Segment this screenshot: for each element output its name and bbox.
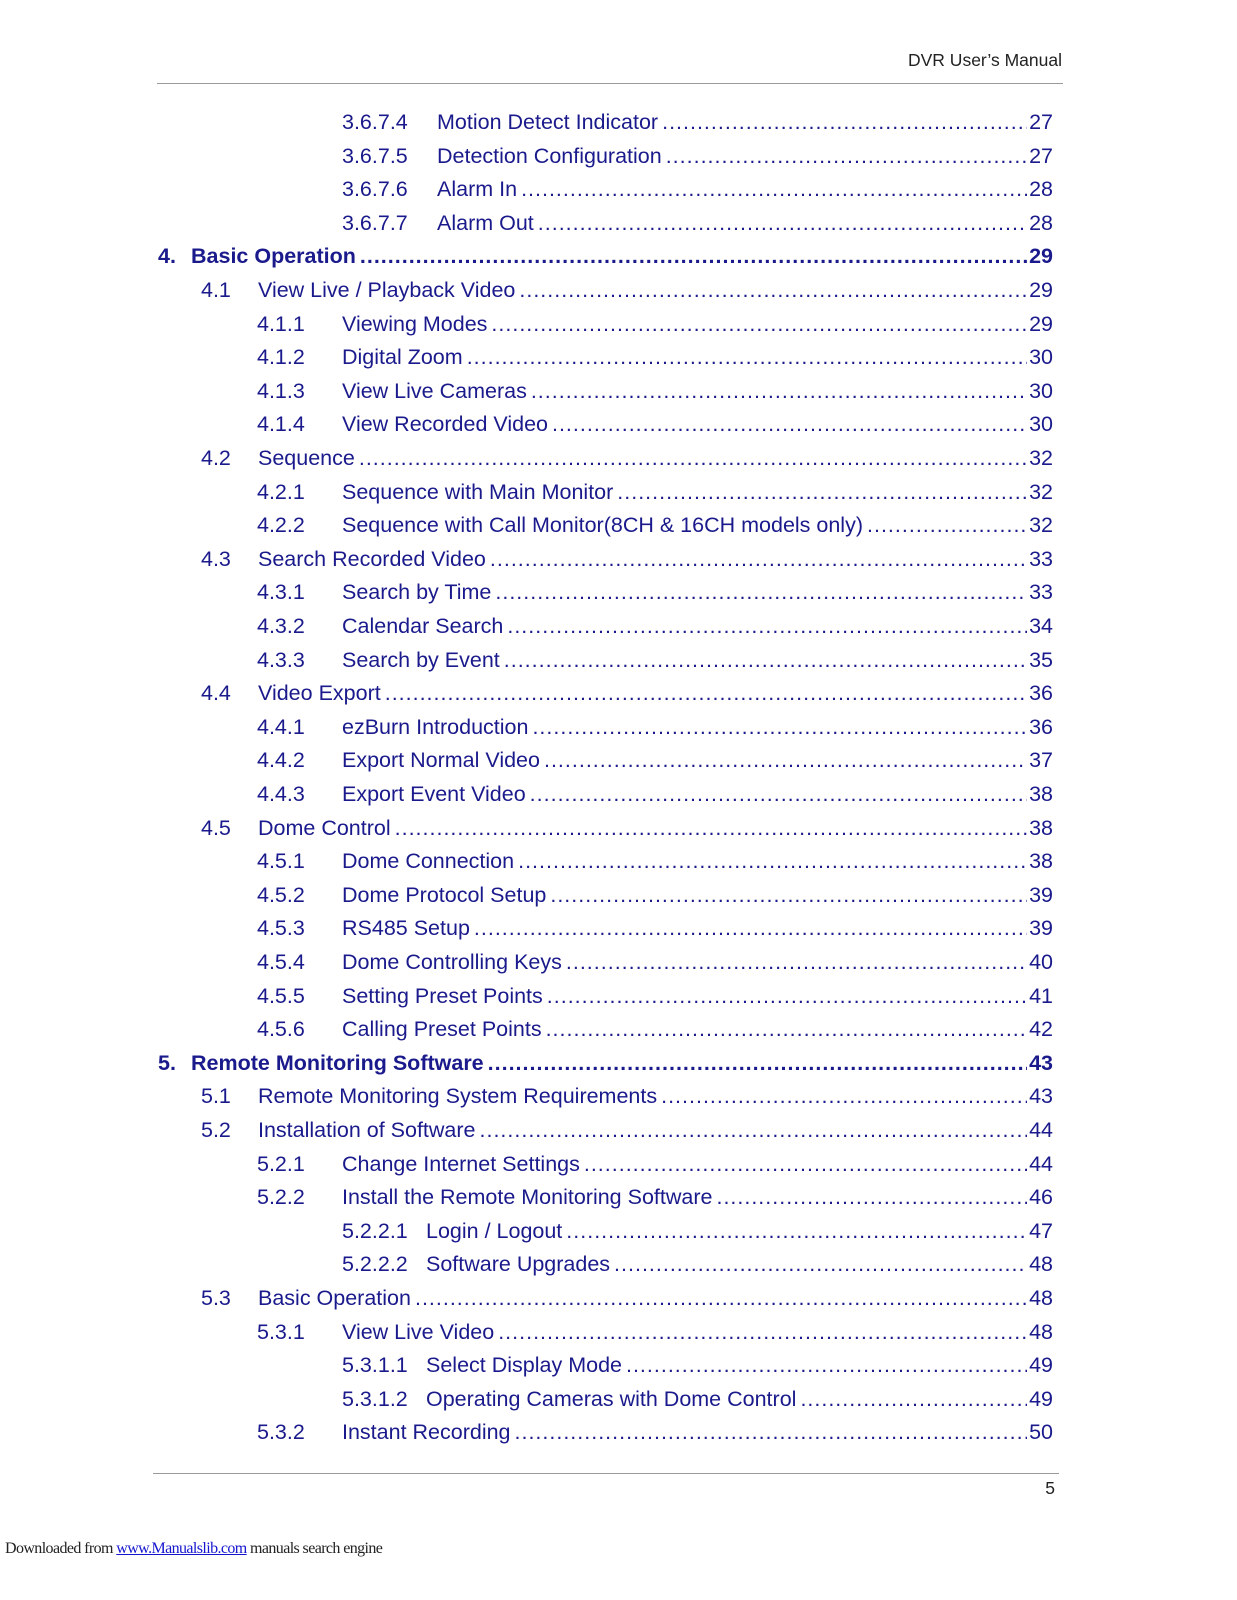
toc-entry[interactable] — [158, 1046, 1053, 1080]
toc-entry-page: 38 — [1029, 782, 1053, 806]
toc-entry-number: 3.6.7.4 — [342, 110, 408, 134]
toc-entry-number: 4.1.3 — [257, 378, 305, 403]
toc-entry-page: 44 — [1029, 1151, 1053, 1176]
dot-leader — [546, 1012, 1028, 1046]
toc-entry[interactable] — [201, 1281, 1053, 1315]
toc-entry-page: 28 — [1029, 210, 1053, 235]
toc-entry[interactable] — [201, 542, 1053, 576]
toc-entry-title: Dome Controlling Keys — [342, 950, 562, 974]
toc-entry[interactable] — [342, 206, 1053, 240]
toc-entry-page: 38 — [1029, 815, 1053, 840]
dot-leader — [617, 475, 1027, 509]
toc-entry-number: 5.3.1 — [257, 1319, 305, 1344]
toc-entry-title: Install the Remote Monitoring Software — [342, 1185, 713, 1210]
toc-entry[interactable] — [257, 1315, 1053, 1349]
download-prefix: Downloaded from — [5, 1540, 117, 1557]
toc-entry-page: 36 — [1029, 681, 1053, 706]
toc-entry-page: 44 — [1029, 1118, 1053, 1142]
toc-entry[interactable] — [257, 878, 1053, 912]
download-notice — [5, 1540, 382, 1558]
header-divider — [157, 83, 1063, 84]
toc-entry-page: 27 — [1029, 143, 1053, 168]
toc-entry-number: 5.3 — [201, 1286, 231, 1310]
toc-entry[interactable] — [257, 710, 1053, 744]
toc-entry-page: 42 — [1029, 1017, 1053, 1042]
dot-leader — [538, 206, 1027, 240]
toc-entry-title: Search Recorded Video — [258, 546, 486, 571]
toc-entry[interactable] — [342, 1348, 1053, 1382]
toc-entry-number: 4.3.1 — [257, 580, 305, 605]
toc-entry-number: 4.3.3 — [257, 647, 305, 672]
toc-entry-number: 5.3.1.1 — [342, 1353, 408, 1378]
toc-entry-page: 43 — [1029, 1084, 1053, 1109]
dot-leader — [666, 139, 1027, 173]
dot-leader — [495, 575, 1027, 609]
toc-entry-number: 4. — [158, 244, 176, 269]
dot-leader — [474, 911, 1027, 945]
toc-entry-number: 4.4.3 — [257, 782, 305, 806]
toc-entry[interactable] — [257, 508, 1053, 542]
toc-entry-page: 30 — [1029, 378, 1053, 403]
toc-entry-number: 5.2.2.2 — [342, 1252, 408, 1277]
toc-entry-number: 4.5.2 — [257, 882, 305, 907]
dot-leader — [566, 945, 1027, 979]
dot-leader — [521, 172, 1027, 206]
dot-leader — [491, 307, 1027, 341]
toc-entry-page: 49 — [1029, 1386, 1053, 1411]
toc-entry-title: Calling Preset Points — [342, 1017, 542, 1042]
toc-entry-page: 33 — [1029, 546, 1053, 571]
toc-entry-number: 4.4.1 — [257, 714, 305, 739]
toc-entry-number: 4.5.5 — [257, 983, 305, 1008]
toc-entry-title: Detection Configuration — [437, 143, 662, 168]
toc-entry-page: 49 — [1029, 1353, 1053, 1378]
toc-entry-number: 4.5 — [201, 815, 231, 840]
dot-leader — [626, 1348, 1027, 1382]
toc-entry[interactable] — [342, 1214, 1053, 1248]
dot-leader — [800, 1382, 1027, 1416]
dot-leader — [385, 676, 1027, 710]
toc-entry-title: View Live / Playback Video — [258, 278, 516, 302]
toc-entry-number: 5.2.2.1 — [342, 1218, 408, 1243]
toc-entry-page: 48 — [1029, 1319, 1053, 1344]
toc-entry[interactable] — [342, 139, 1053, 173]
dot-leader — [519, 273, 1027, 307]
download-suffix: manuals search engine — [246, 1540, 383, 1557]
toc-entry-number: 4.1 — [201, 278, 231, 302]
toc-entry-number: 4.2 — [201, 446, 231, 470]
toc-entry[interactable] — [342, 1247, 1053, 1281]
toc-entry-number: 4.2.1 — [257, 479, 305, 504]
toc-entry-page: 34 — [1029, 614, 1053, 638]
toc-entry[interactable] — [257, 1415, 1053, 1449]
toc-entry-page: 50 — [1029, 1420, 1053, 1445]
toc-entry[interactable] — [257, 609, 1053, 643]
toc-entry-title: Calendar Search — [342, 614, 504, 638]
toc-entry[interactable] — [257, 643, 1053, 677]
dot-leader — [547, 979, 1027, 1013]
toc-entry-title: Dome Protocol Setup — [342, 882, 547, 907]
toc-entry-title: Viewing Modes — [342, 311, 488, 336]
dot-leader — [359, 441, 1027, 475]
manualslib-link[interactable]: www.Manualslib.com — [116, 1540, 247, 1557]
toc-entry-page: 29 — [1029, 278, 1053, 302]
toc-entry[interactable] — [257, 307, 1053, 341]
toc-entry-number: 5.2.1 — [257, 1151, 305, 1176]
page-number: 5 — [1045, 1478, 1055, 1498]
toc-entry-title: Operating Cameras with Dome Control — [426, 1386, 797, 1411]
toc-entry-title: Sequence — [258, 446, 355, 470]
page-header-title: DVR User’s Manual — [908, 50, 1062, 70]
toc-entry-page: 46 — [1029, 1185, 1053, 1210]
toc-entry-number: 4.3.2 — [257, 614, 305, 638]
toc-entry-title: Alarm In — [437, 177, 518, 202]
toc-entry[interactable] — [257, 475, 1053, 509]
toc-entry[interactable] — [158, 239, 1053, 273]
dot-leader — [467, 340, 1027, 374]
toc-entry-title: Sequence with Main Monitor — [342, 479, 614, 504]
dot-leader — [480, 1113, 1028, 1147]
toc-entry[interactable] — [257, 1147, 1053, 1181]
dot-leader — [504, 643, 1027, 677]
toc-entry-title: Installation of Software — [258, 1118, 476, 1142]
dot-leader — [518, 844, 1027, 878]
toc-entry-title: Sequence with Call Monitor(8CH & 16CH models only) — [342, 513, 863, 538]
dot-leader — [550, 878, 1027, 912]
dot-leader — [614, 1247, 1027, 1281]
toc-entry-page: 32 — [1029, 513, 1053, 538]
toc-entry-title: Search by Event — [342, 647, 500, 672]
toc-entry-title: Change Internet Settings — [342, 1151, 580, 1176]
dot-leader — [662, 105, 1027, 139]
toc-entry[interactable] — [342, 172, 1053, 206]
dot-leader — [490, 542, 1027, 576]
toc-entry[interactable] — [257, 945, 1053, 979]
toc-entry-title: Instant Recording — [342, 1420, 511, 1445]
toc-entry-number: 4.3 — [201, 546, 231, 571]
toc-entry[interactable] — [201, 1113, 1053, 1147]
toc-entry[interactable] — [257, 374, 1053, 408]
dot-leader — [507, 609, 1027, 643]
toc-entry-title: Dome Connection — [342, 849, 515, 874]
toc-entry-title: Search by Time — [342, 580, 492, 605]
toc-entry-number: 5.3.1.2 — [342, 1386, 408, 1411]
dot-leader — [544, 743, 1027, 777]
toc-entry-number: 3.6.7.7 — [342, 210, 408, 235]
dot-leader — [867, 508, 1027, 542]
toc-entry[interactable] — [257, 979, 1053, 1013]
toc-entry-title: Export Normal Video — [342, 748, 540, 773]
toc-entry-title: View Live Cameras — [342, 378, 527, 403]
toc-entry-number: 4.5.3 — [257, 916, 305, 941]
toc-entry-page: 48 — [1029, 1286, 1053, 1310]
toc-entry-number: 5.2.2 — [257, 1185, 305, 1210]
toc-entry[interactable] — [257, 743, 1053, 777]
toc-entry-page: 35 — [1029, 647, 1053, 672]
toc-entry-title: Remote Monitoring Software — [191, 1050, 484, 1075]
toc-entry-title: Export Event Video — [342, 782, 526, 806]
toc-entry-page: 39 — [1029, 882, 1053, 907]
toc-entry-page: 41 — [1029, 983, 1053, 1008]
toc-entry[interactable] — [342, 1382, 1053, 1416]
toc-entry-page: 29 — [1029, 244, 1053, 269]
dot-leader — [395, 811, 1027, 845]
dot-leader — [566, 1214, 1027, 1248]
toc-entry-page: 30 — [1029, 345, 1053, 370]
toc-entry-page: 38 — [1029, 849, 1053, 874]
toc-entry-number: 3.6.7.6 — [342, 177, 408, 202]
toc-entry[interactable] — [257, 407, 1053, 441]
toc-entry-title: View Live Video — [342, 1319, 495, 1344]
dot-leader — [515, 1415, 1028, 1449]
toc-entry[interactable] — [201, 811, 1053, 845]
toc-entry[interactable] — [201, 676, 1053, 710]
toc-entry[interactable] — [257, 575, 1053, 609]
footer-divider — [153, 1473, 1059, 1474]
toc-entry[interactable] — [257, 1012, 1053, 1046]
toc-entry-page: 39 — [1029, 916, 1053, 941]
toc-entry-page: 29 — [1029, 311, 1053, 336]
dot-leader — [488, 1046, 1027, 1080]
dot-leader — [661, 1079, 1027, 1113]
toc-entry[interactable] — [201, 441, 1053, 475]
toc-entry-page: 48 — [1029, 1252, 1053, 1277]
toc-entry-number: 4.4.2 — [257, 748, 305, 773]
dot-leader — [552, 407, 1027, 441]
dot-leader — [532, 710, 1027, 744]
toc-entry-number: 4.1.2 — [257, 345, 305, 370]
toc-entry-title: Setting Preset Points — [342, 983, 543, 1008]
toc-entry-number: 3.6.7.5 — [342, 143, 408, 168]
toc-entry-title: Basic Operation — [191, 244, 356, 269]
dot-leader — [498, 1315, 1027, 1349]
toc-entry[interactable] — [201, 1079, 1053, 1113]
toc-entry-number: 5. — [158, 1050, 176, 1075]
dot-leader — [584, 1147, 1027, 1181]
toc-entry-number: 4.5.1 — [257, 849, 305, 874]
toc-entry-page: 47 — [1029, 1218, 1053, 1243]
toc-entry-title: Software Upgrades — [426, 1252, 611, 1277]
toc-entry-page: 33 — [1029, 580, 1053, 605]
toc-entry-page: 43 — [1029, 1050, 1053, 1075]
toc-entry[interactable] — [257, 777, 1053, 811]
toc-entry[interactable] — [257, 1180, 1053, 1214]
toc-entry[interactable] — [257, 844, 1053, 878]
toc-entry-title: Login / Logout — [426, 1218, 563, 1243]
toc-entry-number: 5.1 — [201, 1084, 231, 1109]
toc-entry-title: Select Display Mode — [426, 1353, 622, 1378]
toc-entry-page: 28 — [1029, 177, 1053, 202]
toc-entry-title: View Recorded Video — [342, 412, 548, 437]
toc-entry-page: 32 — [1029, 446, 1053, 470]
toc-entry-number: 4.1.4 — [257, 412, 305, 437]
toc-entry-title: Motion Detect Indicator — [437, 110, 659, 134]
toc-entry-page: 36 — [1029, 714, 1053, 739]
toc-entry-title: Remote Monitoring System Requirements — [258, 1084, 658, 1109]
dot-leader — [415, 1281, 1027, 1315]
toc-entry-number: 4.2.2 — [257, 513, 305, 538]
toc-entry-title: Basic Operation — [258, 1286, 411, 1310]
toc-entry-number: 5.3.2 — [257, 1420, 305, 1445]
toc-entry-page: 32 — [1029, 479, 1053, 504]
toc-entry-page: 40 — [1029, 950, 1053, 974]
dot-leader — [716, 1180, 1027, 1214]
dot-leader — [360, 239, 1027, 273]
toc-entry[interactable] — [257, 340, 1053, 374]
toc-entry-number: 4.1.1 — [257, 311, 305, 336]
toc-entry-title: Digital Zoom — [342, 345, 463, 370]
toc-entry-number: 5.2 — [201, 1118, 231, 1142]
toc-entry-page: 27 — [1029, 110, 1053, 134]
toc-entry-number: 4.4 — [201, 681, 231, 706]
toc-entry-page: 37 — [1029, 748, 1053, 773]
toc-entry[interactable] — [342, 105, 1053, 139]
toc-entry[interactable] — [201, 273, 1053, 307]
toc-entry-title: Alarm Out — [437, 210, 534, 235]
dot-leader — [530, 777, 1027, 811]
toc-entry-number: 4.5.6 — [257, 1017, 305, 1042]
toc-entry-title: Dome Control — [258, 815, 391, 840]
toc-entry-title: Video Export — [258, 681, 381, 706]
toc-entry-title: ezBurn Introduction — [342, 714, 529, 739]
toc-entry-number: 4.5.4 — [257, 950, 305, 974]
dot-leader — [531, 374, 1027, 408]
toc-entry[interactable] — [257, 911, 1053, 945]
toc-entry-page: 30 — [1029, 412, 1053, 437]
toc-entry-title: RS485 Setup — [342, 916, 470, 941]
